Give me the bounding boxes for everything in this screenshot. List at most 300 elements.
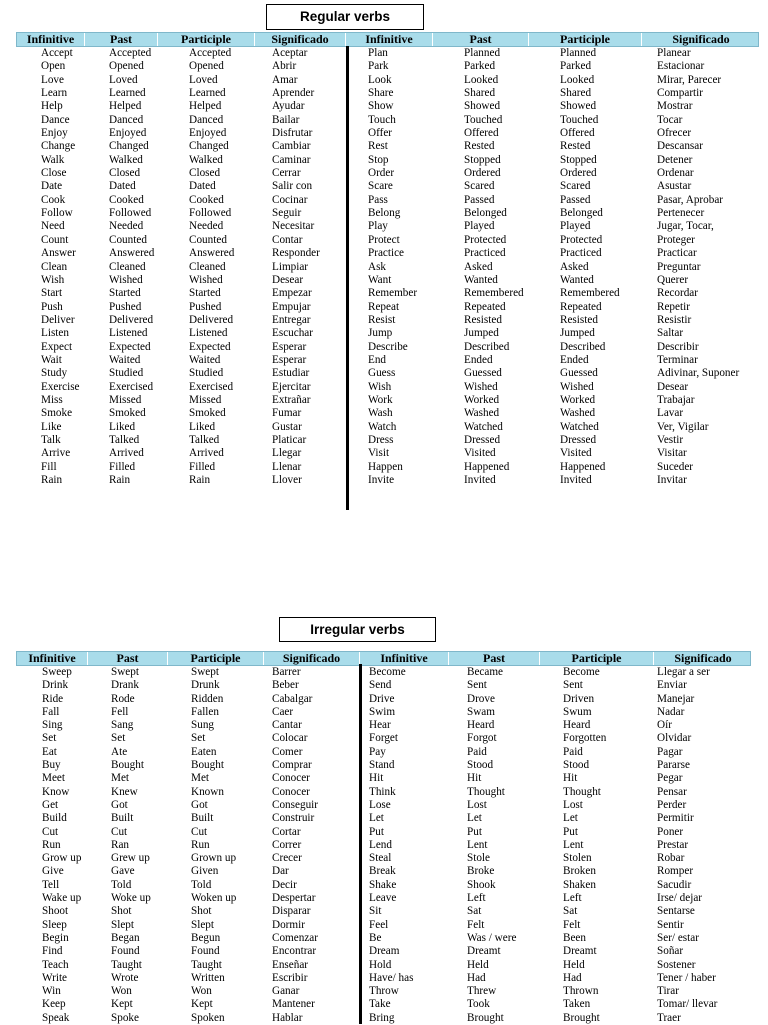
regular-significado-cell: Planear [657,47,691,59]
irregular-participle-cell: Ridden [191,692,224,705]
regular-participle-cell: Shared [560,87,592,100]
irregular-past-cell: Met [111,772,130,785]
table-row [16,826,751,839]
table-row [16,367,759,380]
irregular-past-cell: Sent [467,679,487,692]
irregular-participle-cell: Kept [191,998,213,1011]
irregular-significado-cell: Nadar [657,705,685,718]
regular-past-cell: Touched [464,113,503,126]
table-row [16,852,751,865]
regular-infinitive-cell: Want [368,273,392,286]
regular-infinitive-cell: Help [41,100,63,113]
regular-significado-cell: Visitar [657,447,687,460]
irregular-past-cell: Dreamt [467,945,501,958]
regular-significado-cell: Responder [272,247,320,260]
irregular-participle-cell: Broken [563,865,596,878]
table-row [16,234,759,247]
regular-significado-cell: Cocinar [272,193,308,206]
regular-past-cell: Ended [464,353,493,366]
table-row [16,812,751,825]
irregular-infinitive-cell: Sing [42,719,63,732]
irregular-participle-cell: Woken up [191,892,237,905]
irregular-past-cell: Bought [111,759,144,772]
regular-participle-cell: Visited [560,447,592,460]
irregular-infinitive-cell: Steal [369,852,392,865]
irregular-infinitive-cell: Fall [42,705,60,718]
irregular-significado-cell: Barrer [272,666,301,678]
regular-infinitive-cell: Invite [368,474,395,486]
regular-participle-cell: Missed [189,393,222,406]
irregular-past-cell: Gave [111,865,135,878]
regular-infinitive-cell: Follow [41,207,73,220]
irregular-infinitive-cell: Take [369,998,391,1011]
regular-infinitive-cell: Wish [41,273,65,286]
irregular-participle-cell: Paid [563,745,583,758]
table-row [16,180,759,193]
header-past-left: Past [88,652,168,665]
table-row [16,261,759,274]
regular-infinitive-cell: End [368,353,387,366]
regular-past-cell: Asked [464,260,493,273]
table-row [16,394,759,407]
irregular-infinitive-cell: Hear [369,719,391,732]
regular-infinitive-cell: Remember [368,287,418,300]
regular-past-cell: Ordered [464,167,501,180]
irregular-infinitive-cell: Run [42,838,61,851]
regular-participle-cell: Resisted [560,313,598,326]
regular-significado-cell: Esperar [272,353,307,366]
regular-past-cell: Changed [109,140,149,153]
irregular-past-cell: Kept [111,998,133,1011]
irregular-participle-cell: Taken [563,998,591,1011]
irregular-participle-cell: Left [563,892,582,905]
regular-infinitive-cell: Love [41,73,64,86]
table-row [16,127,759,140]
irregular-significado-cell: Enviar [657,679,687,692]
table-row [16,474,759,487]
irregular-infinitive-cell: Send [369,679,392,692]
irregular-significado-cell: Tener / haber [657,971,716,984]
irregular-past-cell: Was / were [467,931,517,944]
regular-infinitive-cell: Learn [41,87,68,100]
regular-participle-cell: Listened [189,327,228,340]
table-row [16,447,759,460]
regular-infinitive-cell: Smoke [41,407,73,420]
regular-past-cell: Remembered [464,287,524,300]
table-row [16,799,751,812]
irregular-participle-cell: Known [191,785,224,798]
regular-infinitive-cell: Like [41,420,62,433]
regular-past-cell: Stopped [464,153,501,166]
regular-past-cell: Pushed [109,300,142,313]
header-significado-left: Significado [264,652,360,665]
irregular-significado-cell: Despertar [272,892,316,905]
regular-past-cell: Walked [109,153,143,166]
regular-infinitive-cell: Look [368,73,392,86]
regular-participle-cell: Exercised [189,380,234,393]
irregular-significado-cell: Perder [657,798,687,811]
regular-past-cell: Washed [464,407,500,420]
table-row [16,314,759,327]
irregular-past-cell: Ran [111,838,130,851]
irregular-participle-cell: Grown up [191,852,237,865]
regular-past-cell: Planned [464,47,501,59]
irregular-infinitive-cell: Stand [369,759,395,772]
irregular-significado-cell: Sostener [657,958,696,971]
regular-participle-cell: Liked [189,420,216,433]
table-row [16,865,751,878]
irregular-significado-cell: Pensar [657,785,687,798]
regular-past-cell: Expected [109,340,151,353]
regular-infinitive-cell: Accept [41,47,73,59]
irregular-infinitive-cell: Let [369,812,384,825]
regular-participle-cell: Happened [560,460,606,473]
regular-infinitive-cell: Share [368,87,394,100]
irregular-infinitive-cell: Shoot [42,905,69,918]
irregular-significado-cell: Cabalgar [272,692,313,705]
irregular-significado-cell: Pegar [657,772,683,785]
regular-participle-cell: Scared [560,180,591,193]
regular-past-cell: Enjoyed [109,127,147,140]
irregular-significado-cell: Comprar [272,759,312,772]
regular-past-cell: Wanted [464,273,498,286]
regular-significado-cell: Aprender [272,87,315,100]
irregular-significado-cell: Ganar [272,985,300,998]
irregular-participle-cell: Heard [563,719,591,732]
irregular-significado-cell: Comenzar [272,931,318,944]
regular-past-cell: Accepted [109,47,152,59]
irregular-participle-cell: Won [191,985,212,998]
regular-past-cell: Talked [109,433,140,446]
regular-past-cell: Watched [464,420,503,433]
irregular-significado-cell: Ser/ estar [657,931,699,944]
irregular-participle-cell: Bought [191,759,224,772]
table-row [16,74,759,87]
regular-participle-cell: Answered [189,247,235,260]
regular-past-cell: Guessed [464,367,502,380]
irregular-significado-cell: Romper [657,865,694,878]
table-row [16,706,751,719]
irregular-infinitive-cell: Cut [42,825,59,838]
irregular-past-cell: Threw [467,985,497,998]
regular-past-cell: Filled [109,460,136,473]
regular-significado-cell: Contar [272,233,303,246]
regular-participle-cell: Worked [560,393,596,406]
regular-participle-cell: Closed [189,167,221,180]
irregular-significado-cell: Sacudir [657,878,692,891]
regular-significado-cell: Llegar [272,447,302,460]
regular-participle-cell: Washed [560,407,596,420]
irregular-significado-cell: Soñar [657,945,684,958]
irregular-infinitive-cell: Hold [369,958,392,971]
table-row [16,985,751,998]
regular-infinitive-cell: Jump [368,327,393,340]
table-row [16,87,759,100]
table-row [16,434,759,447]
irregular-significado-cell: Manejar [657,692,695,705]
regular-significado-cell: Terminar [657,353,698,366]
regular-past-cell: Repeated [464,300,506,313]
regular-significado-cell: Limpiar [272,260,309,273]
regular-significado-cell: Llover [272,474,302,486]
irregular-infinitive-cell: Become [369,666,406,678]
irregular-infinitive-cell: Teach [42,958,69,971]
irregular-significado-cell: Tirar [657,985,679,998]
irregular-participle-cell: Stolen [563,852,592,865]
regular-participle-cell: Enjoyed [189,127,227,140]
regular-past-cell: Cleaned [109,260,146,273]
regular-significado-cell: Lavar [657,407,684,420]
irregular-infinitive-cell: Shake [369,878,397,891]
regular-infinitive-cell: Arrive [41,447,71,460]
regular-participle-cell: Learned [189,87,226,100]
irregular-infinitive-cell: Break [369,865,396,878]
table-row [16,167,759,180]
regular-significado-cell: Desear [272,273,304,286]
regular-significado-cell: Extrañar [272,393,311,406]
regular-infinitive-cell: Pass [368,193,388,206]
irregular-participle-cell: Built [191,812,214,825]
regular-participle-cell: Stopped [560,153,597,166]
regular-significado-cell: Suceder [657,460,694,473]
irregular-participle-cell: Told [191,878,212,891]
regular-past-cell: Described [464,340,510,353]
header-participle-right: Participle [540,652,654,665]
regular-past-cell: Resisted [464,313,502,326]
regular-past-cell: Listened [109,327,148,340]
regular-significado-cell: Seguir [272,207,302,220]
regular-significado-cell: Mirar, Parecer [657,73,722,86]
regular-past-cell: Wished [109,273,143,286]
regular-infinitive-cell: Walk [41,153,65,166]
irregular-participle-cell: Sat [563,905,578,918]
regular-infinitive-cell: Ask [368,260,387,273]
regular-significado-cell: Salir con [272,180,313,193]
table-row [16,274,759,287]
table-row [16,461,759,474]
irregular-participle-cell: Shaken [563,878,596,891]
header-participle-left: Participle [158,33,255,46]
table-row [16,100,759,113]
irregular-infinitive-cell: Swim [369,705,396,718]
regular-significado-cell: Recordar [657,287,698,300]
irregular-significado-cell: Olvidar [657,732,692,745]
regular-infinitive-cell: Work [368,393,393,406]
irregular-past-cell: Lost [467,798,487,811]
regular-significado-cell: Querer [657,273,689,286]
regular-past-cell: Shared [464,87,496,100]
irregular-participle-cell: Let [563,812,578,825]
regular-past-cell: Visited [464,447,496,460]
irregular-significado-cell: Hablar [272,1011,303,1024]
regular-participle-cell: Parked [560,60,592,73]
header-participle-left: Participle [168,652,264,665]
regular-past-cell: Missed [109,393,142,406]
irregular-infinitive-cell: Find [42,945,63,958]
irregular-infinitive-cell: Ride [42,692,64,705]
regular-significado-cell: Abrir [272,60,297,73]
irregular-participle-cell: Written [191,971,225,984]
table-row [16,786,751,799]
regular-past-cell: Needed [109,220,144,233]
regular-participle-cell: Offered [560,127,595,140]
table-row [16,945,751,958]
regular-infinitive-cell: Park [368,60,389,73]
irregular-participle-cell: Run [191,838,210,851]
irregular-significado-cell: Mantener [272,998,315,1011]
irregular-significado-cell: Dormir [272,918,305,931]
regular-participle-cell: Planned [560,47,597,59]
regular-past-cell: Helped [109,100,142,113]
table-row [16,759,751,772]
regular-significado-cell: Amar [272,73,298,86]
regular-significado-cell: Adivinar, Suponer [657,367,740,380]
irregular-infinitive-cell: Pay [369,745,386,758]
irregular-significado-cell: Construir [272,812,315,825]
table-row [16,60,759,73]
irregular-participle-cell: Become [563,666,600,678]
irregular-participle-cell: Sent [563,679,583,692]
regular-significado-cell: Ejercitar [272,380,311,393]
irregular-participle-cell: Lent [563,838,584,851]
irregular-column-divider [359,664,362,1024]
regular-infinitive-cell: Belong [368,207,401,220]
regular-significado-cell: Esperar [272,340,307,353]
irregular-infinitive-cell: Wake up [42,892,82,905]
regular-participle-cell: Expected [189,340,231,353]
irregular-participle-cell: Drunk [191,679,220,692]
irregular-past-cell: Told [111,878,132,891]
regular-participle-cell: Ended [560,353,589,366]
irregular-past-cell: Found [111,945,140,958]
irregular-significado-cell: Correr [272,838,302,851]
regular-participle-cell: Repeated [560,300,602,313]
irregular-infinitive-cell: Keep [42,998,66,1011]
irregular-infinitive-cell: Speak [42,1011,70,1024]
regular-past-cell: Showed [464,100,501,113]
irregular-infinitive-cell: Begin [42,931,69,944]
irregular-participle-cell: Held [563,958,585,971]
irregular-past-cell: Hit [467,772,482,785]
table-row [16,114,759,127]
irregular-past-cell: Grew up [111,852,150,865]
irregular-significado-cell: Escribir [272,971,308,984]
regular-past-cell: Exercised [109,380,154,393]
regular-participle-cell: Accepted [189,47,232,59]
table-row [16,932,751,945]
table-row [16,919,751,932]
header-infinitive-left: Infinitive [17,33,85,46]
regular-infinitive-cell: Change [41,140,76,153]
irregular-past-cell: Thought [467,785,505,798]
irregular-significado-cell: Irse/ dejar [657,892,703,905]
irregular-significado-cell: Pararse [657,759,690,772]
irregular-infinitive-cell: Lose [369,798,391,811]
irregular-past-cell: Sang [111,719,134,732]
regular-infinitive-cell: Miss [41,393,63,406]
regular-past-cell: Studied [109,367,144,380]
regular-significado-cell: Describir [657,340,699,353]
regular-infinitive-cell: Answer [41,247,76,260]
irregular-verbs-title: Irregular verbs [279,617,436,642]
irregular-past-cell: Shot [111,905,132,918]
regular-participle-cell: Looked [560,73,595,86]
irregular-past-cell: Had [467,971,486,984]
regular-participle-cell: Waited [189,353,221,366]
irregular-past-cell: Swept [111,666,139,678]
irregular-infinitive-cell: Grow up [42,852,82,865]
regular-significado-cell: Cerrar [272,167,301,180]
irregular-past-cell: Shook [467,878,496,891]
irregular-infinitive-cell: Bring [369,1011,395,1024]
regular-verbs-table [16,32,759,487]
regular-infinitive-cell: Repeat [368,300,400,313]
regular-significado-cell: Empezar [272,287,312,300]
regular-past-cell: Loved [109,73,138,86]
regular-participle-cell: Rested [560,140,591,153]
table-row [16,998,751,1011]
irregular-past-cell: Taught [111,958,142,971]
irregular-verbs-table [16,651,751,1025]
regular-past-cell: Parked [464,60,496,73]
regular-past-cell: Closed [109,167,141,180]
regular-participle-cell: Practiced [560,247,602,260]
regular-infinitive-cell: Resist [368,313,396,326]
irregular-past-cell: Forgot [467,732,497,745]
regular-significado-cell: Proteger [657,233,695,246]
regular-past-cell: Cooked [109,193,144,206]
irregular-significado-cell: Encontrar [272,945,317,958]
table-row [16,194,759,207]
regular-significado-cell: Estacionar [657,60,705,73]
irregular-table-header [16,651,751,666]
irregular-participle-cell: Shot [191,905,212,918]
regular-participle-cell: Invited [560,474,592,486]
regular-participle-cell: Wished [189,273,223,286]
header-significado-left: Significado [255,33,346,46]
regular-participle-cell: Wanted [560,273,594,286]
regular-past-cell: Followed [109,207,152,220]
regular-participle-cell: Started [189,287,221,300]
irregular-significado-cell: Traer [657,1011,681,1024]
irregular-past-cell: Cut [111,825,128,838]
regular-participle-cell: Ordered [560,167,597,180]
irregular-past-cell: Stole [467,852,490,865]
regular-significado-cell: Repetir [657,300,690,313]
header-significado-right: Significado [674,651,732,665]
regular-significado-cell: Invitar [657,474,687,486]
regular-infinitive-cell: Close [41,167,67,180]
irregular-past-cell: Stood [467,759,494,772]
regular-past-cell: Waited [109,353,141,366]
regular-infinitive-cell: Fill [41,460,57,473]
regular-infinitive-cell: Rest [368,140,388,153]
regular-significado-cell: Practicar [657,247,697,260]
header-past-right: Past [449,652,540,665]
irregular-significado-cell: Dar [272,865,289,878]
regular-significado-cell: Entregar [272,313,311,326]
irregular-significado-cell: Permitir [657,812,694,825]
irregular-past-cell: Set [111,732,126,745]
regular-infinitive-cell: Protect [368,233,400,246]
irregular-infinitive-cell: Drive [369,692,395,705]
regular-infinitive-cell: Practice [368,247,405,260]
irregular-infinitive-cell: Lend [369,838,392,851]
regular-participle-cell: Jumped [560,327,595,340]
regular-participle-cell: Danced [189,113,224,126]
irregular-participle-cell: Slept [191,918,214,931]
irregular-infinitive-cell: Meet [42,772,65,785]
